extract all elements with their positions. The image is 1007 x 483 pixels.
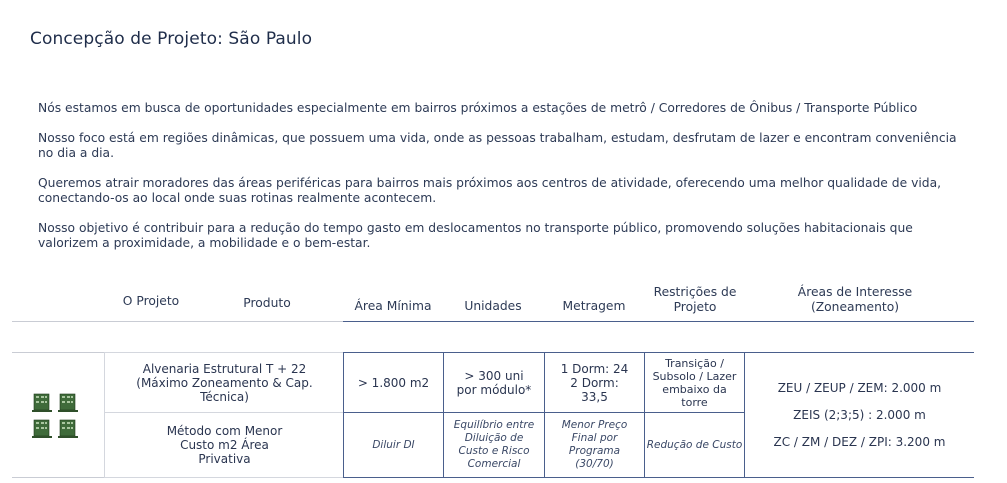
restricoes-value: Redução de Custo [646, 438, 743, 451]
metragem-value: 1 Dorm: 24 2 Dorm: 33,5 [560, 361, 629, 404]
produto-text: Alvenaria Estrutural T + 22 (Máximo Zoneamento & Cap. Técnica) [136, 361, 313, 404]
header-area-minima: Área Mínima [354, 299, 432, 313]
intro-paragraph: Queremos atrair moradores das áreas periféricas para bairros mais próximos aos centros de atividade, oferecendo uma melhor qualidade de vida, conectando-os ao local onde suas rotinas realmente acontecem. [38, 176, 942, 205]
intro-paragraph: Nosso foco está em regiões dinâmicas, que possuem uma vida, onde as pessoas trabalham, estudam, desfrutam de lazer e encontram conveniência no dia a dia. [38, 131, 957, 160]
row-divider-icon [12, 352, 104, 353]
area-minima-value: > 1.800 m2 [357, 375, 430, 390]
unidades-value: Equilíbrio entre Diluição de Custo e Risco Comercial [453, 419, 535, 470]
unidades-cell [443, 413, 544, 477]
area-minima-value: Diluir DI [372, 438, 415, 451]
zoneamento-cell [744, 353, 974, 477]
building-cluster-icon [31, 392, 81, 440]
restricoes-cell [644, 413, 744, 477]
produto-text: Método com Menor Custo m2 Área Privativa [166, 424, 283, 466]
restricoes-value: Transição / Subsolo / Lazer embaixo da torre [652, 356, 737, 409]
intro-paragraph: Nós estamos em busca de oportunidades especialmente em bairros próximos a estações de metrô / Corredores de Ônibus / Transporte Público [38, 101, 918, 115]
header-metragem: Metragem [562, 299, 626, 313]
header-divider-right [343, 321, 974, 322]
area-minima-cell [343, 413, 443, 477]
produto-column [104, 352, 343, 478]
row-divider-icon-bottom [12, 477, 104, 478]
intro-paragraph: Nosso objetivo é contribuir para a redução do tempo gasto em deslocamentos no transporte público, promovendo soluções habitacionais que valorizem a proximidade, a mobilidade e o bem-estar. [38, 221, 913, 250]
header-produto: Produto [243, 296, 291, 310]
metragem-value: Menor Preço Final por Programa (30/70) [561, 419, 628, 470]
spec-table [343, 352, 974, 478]
unidades-cell [443, 353, 544, 413]
header-unidades: Unidades [464, 299, 522, 313]
header-areas-interesse: Áreas de Interesse (Zoneamento) [797, 285, 913, 314]
metragem-cell [544, 353, 644, 413]
header-divider-left [12, 321, 343, 322]
metragem-cell [544, 413, 644, 477]
produto-cell [105, 353, 344, 413]
intro-text [38, 101, 973, 266]
unidades-value: > 300 uni por módulo* [456, 368, 532, 397]
produto-cell [105, 413, 344, 477]
restricoes-cell [644, 353, 744, 413]
zoneamento-item: ZC / ZM / DEZ / ZPI: 3.200 m [773, 435, 946, 449]
area-minima-cell [343, 353, 443, 413]
zoneamento-item: ZEU / ZEUP / ZEM: 2.000 m [777, 381, 942, 395]
zoneamento-item: ZEIS (2;3;5) : 2.000 m [793, 408, 926, 422]
page-title: Concepção de Projeto: São Paulo [30, 29, 313, 49]
header-projeto: O Projeto [122, 294, 180, 308]
header-restricoes: Restrições de Projeto [653, 285, 737, 314]
